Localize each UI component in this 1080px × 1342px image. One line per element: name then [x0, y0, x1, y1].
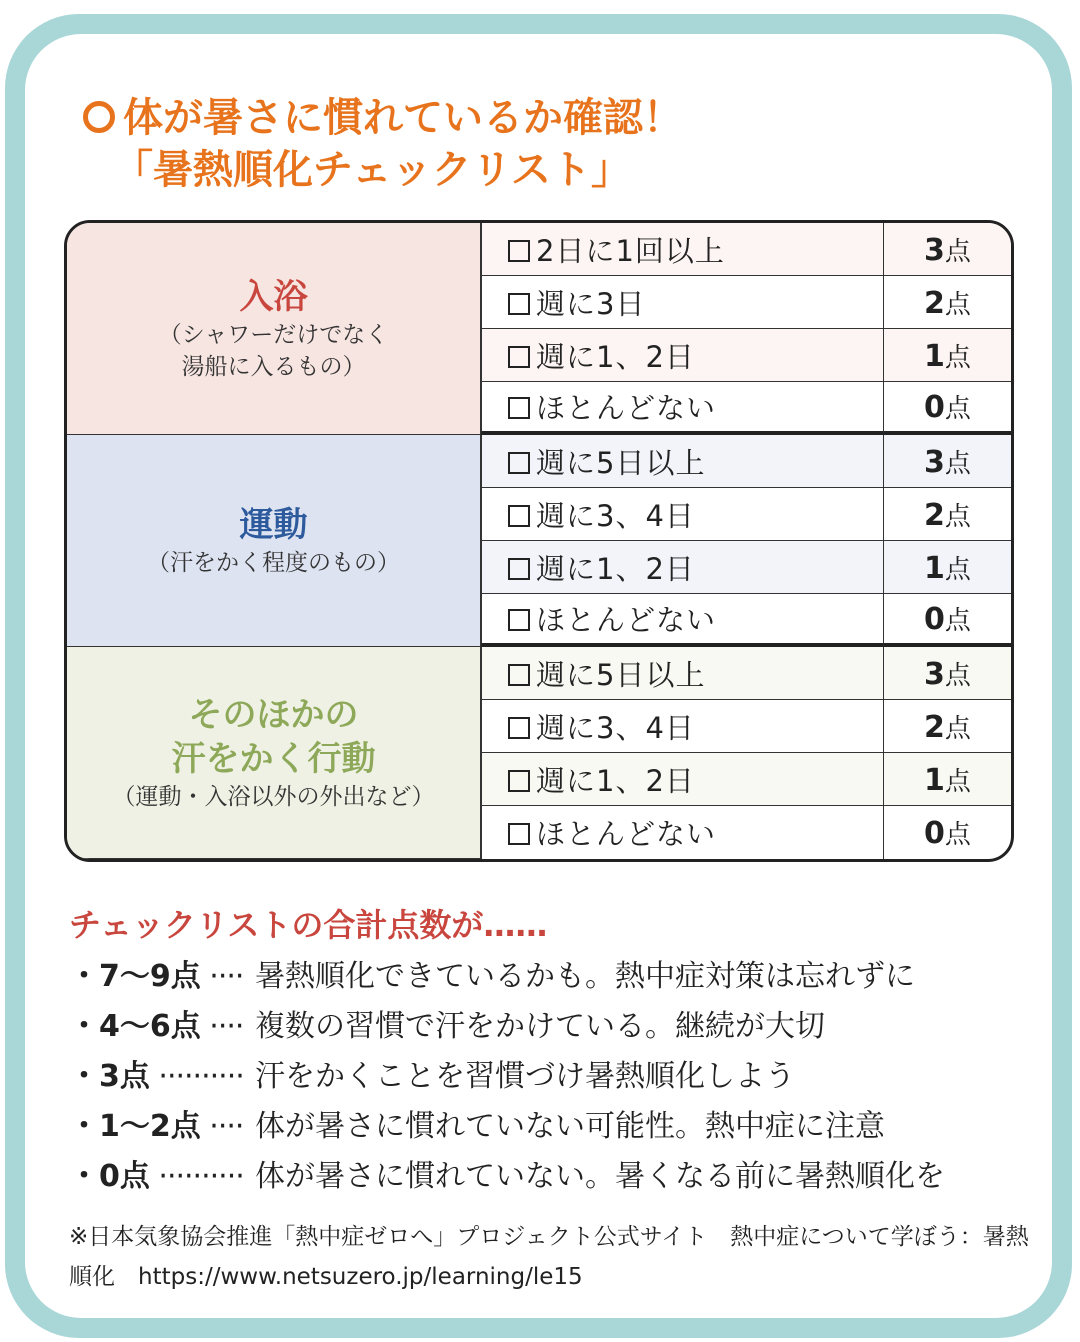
- points-unit: 点: [944, 713, 971, 744]
- leader-dots: ····: [200, 1009, 244, 1044]
- result-text: 体が暑さに慣れていない。暑くなる前に暑熱順化を: [255, 1159, 945, 1194]
- points-unit: 点: [944, 236, 971, 267]
- points-cell: [883, 806, 1011, 859]
- table-row: [67, 435, 1011, 488]
- item-label: 週に3日: [536, 286, 646, 321]
- points-unit: 点: [944, 660, 971, 691]
- list-item: [69, 1152, 1029, 1202]
- item-label: 週に3、4日: [536, 498, 695, 533]
- points-value: 2: [924, 709, 945, 745]
- points-value: 1: [924, 762, 945, 798]
- checklist-item[interactable]: [481, 329, 883, 382]
- points-value: 3: [924, 656, 945, 692]
- points-cell: [883, 223, 1011, 276]
- leader-dots: ····: [200, 1109, 244, 1144]
- checkbox-icon[interactable]: [508, 240, 530, 262]
- leader-dots: ····: [200, 959, 244, 994]
- points-value: 0: [924, 816, 945, 851]
- score-label: ・1～2点: [69, 1109, 201, 1144]
- list-item: [69, 952, 1029, 1002]
- checklist-item[interactable]: [481, 541, 883, 594]
- item-label: 週に3、4日: [536, 710, 695, 745]
- result-score: [69, 1102, 255, 1152]
- checklist-item[interactable]: [481, 276, 883, 329]
- list-item: [69, 1102, 1029, 1152]
- result-text: 複数の習慣で汗をかけている。継続が大切: [255, 1009, 825, 1044]
- item-label: 週に5日以上: [536, 657, 706, 692]
- points-unit: 点: [944, 448, 971, 479]
- item-label: 週に1、2日: [536, 551, 695, 586]
- category-subtitle-1: （運動・入浴以外の外出など）: [112, 783, 435, 810]
- table-row: [67, 223, 1011, 276]
- checklist-item[interactable]: [481, 700, 883, 753]
- item-label: ほとんどない: [536, 817, 717, 851]
- points-value: 0: [924, 602, 945, 637]
- points-cell: [883, 700, 1011, 753]
- item-label: ほとんどない: [536, 391, 717, 425]
- checkbox-icon[interactable]: [508, 770, 530, 792]
- leader-dots: ··········: [149, 1159, 244, 1194]
- points-cell: [883, 753, 1011, 806]
- list-item: [69, 1052, 1029, 1102]
- points-cell: [883, 647, 1011, 700]
- points-value: 3: [924, 232, 945, 268]
- checklist-item[interactable]: [481, 435, 883, 488]
- score-label: ・7～9点: [69, 959, 201, 994]
- score-label: ・3点: [69, 1059, 150, 1094]
- checkbox-icon[interactable]: [508, 664, 530, 686]
- checklist-card: [25, 34, 1052, 1318]
- result-text: 体が暑さに慣れていない可能性。熱中症に注意: [255, 1109, 885, 1144]
- checklist-item[interactable]: [481, 382, 883, 435]
- item-label: 週に5日以上: [536, 445, 706, 480]
- title-line-2: 「暑熱順化チェックリスト」: [113, 147, 631, 193]
- score-label: ・0点: [69, 1159, 150, 1194]
- points-unit: 点: [944, 766, 971, 797]
- category-name-2: 汗をかく行動: [171, 738, 376, 779]
- result-text: 暑熱順化できているかも。熱中症対策は忘れずに: [255, 959, 915, 994]
- item-label: 週に1、2日: [536, 339, 695, 374]
- checklist-item[interactable]: [481, 753, 883, 806]
- category-name: 入浴: [239, 276, 308, 317]
- page-title: [83, 92, 683, 196]
- points-unit: 点: [944, 554, 971, 585]
- points-value: 1: [924, 550, 945, 586]
- checkbox-icon[interactable]: [508, 609, 530, 631]
- checkbox-icon[interactable]: [508, 346, 530, 368]
- checkbox-icon[interactable]: [508, 397, 530, 419]
- item-label: ほとんどない: [536, 603, 717, 637]
- category-name-1: そのほかの: [188, 694, 359, 735]
- points-unit: 点: [944, 342, 971, 373]
- result-score: [69, 1002, 255, 1052]
- item-label: 2日に1回以上: [536, 233, 725, 268]
- results-list: [69, 952, 1029, 1202]
- points-unit: 点: [944, 606, 971, 636]
- category-subtitle-2: 湯船に入るもの）: [181, 353, 366, 380]
- checklist-item[interactable]: [481, 806, 883, 859]
- points-unit: 点: [944, 394, 971, 424]
- results-heading: チェックリストの合計点数が……: [69, 906, 548, 944]
- category-exercise: [67, 435, 481, 647]
- source-note: ※日本気象協会推進「熱中症ゼロへ」プロジェクト公式サイト 熱中症について学ぼう：暑熱順化 https://www.netsuzero.jp/learning/le15: [69, 1224, 1029, 1290]
- points-cell: [883, 594, 1011, 647]
- points-value: 0: [924, 390, 945, 425]
- outer-frame: [5, 14, 1072, 1338]
- table-row: [67, 647, 1011, 700]
- category-other: [67, 647, 481, 859]
- points-cell: [883, 541, 1011, 594]
- points-value: 2: [924, 497, 945, 533]
- points-unit: 点: [944, 820, 971, 850]
- points-cell: [883, 382, 1011, 435]
- checkbox-icon[interactable]: [508, 823, 530, 845]
- category-subtitle-1: （汗をかく程度のもの）: [147, 549, 400, 576]
- points-value: 1: [924, 338, 945, 374]
- item-label: 週に1、2日: [536, 763, 695, 798]
- category-name: 運動: [239, 504, 308, 545]
- checklist-item[interactable]: [481, 647, 883, 700]
- points-unit: 点: [944, 289, 971, 320]
- checkbox-icon[interactable]: [508, 293, 530, 315]
- title-text-1: 体が暑さに慣れているか確認！: [123, 95, 683, 141]
- circle-bullet-icon: [83, 101, 115, 133]
- checkbox-icon[interactable]: [508, 505, 530, 527]
- points-cell: [883, 329, 1011, 382]
- leader-dots: ··········: [149, 1059, 244, 1094]
- points-cell: [883, 435, 1011, 488]
- checklist-item[interactable]: [481, 223, 883, 276]
- title-line-1: [83, 92, 683, 144]
- checklist-item[interactable]: [481, 594, 883, 647]
- checkbox-icon[interactable]: [508, 452, 530, 474]
- checkbox-icon[interactable]: [508, 717, 530, 739]
- category-subtitle-1: （シャワーだけでなく: [158, 321, 389, 348]
- points-cell: [883, 488, 1011, 541]
- result-score: [69, 1052, 255, 1102]
- points-value: 3: [924, 444, 945, 480]
- score-label: ・4～6点: [69, 1009, 201, 1044]
- list-item: [69, 1002, 1029, 1052]
- points-value: 2: [924, 285, 945, 321]
- points-unit: 点: [944, 501, 971, 532]
- checklist-item[interactable]: [481, 488, 883, 541]
- result-score: [69, 1152, 255, 1202]
- points-cell: [883, 276, 1011, 329]
- checkbox-icon[interactable]: [508, 558, 530, 580]
- result-text: 汗をかくことを習慣づけ暑熱順化しよう: [255, 1059, 795, 1094]
- checklist-table: [64, 220, 1014, 862]
- category-bath: [67, 223, 481, 435]
- result-score: [69, 952, 255, 1002]
